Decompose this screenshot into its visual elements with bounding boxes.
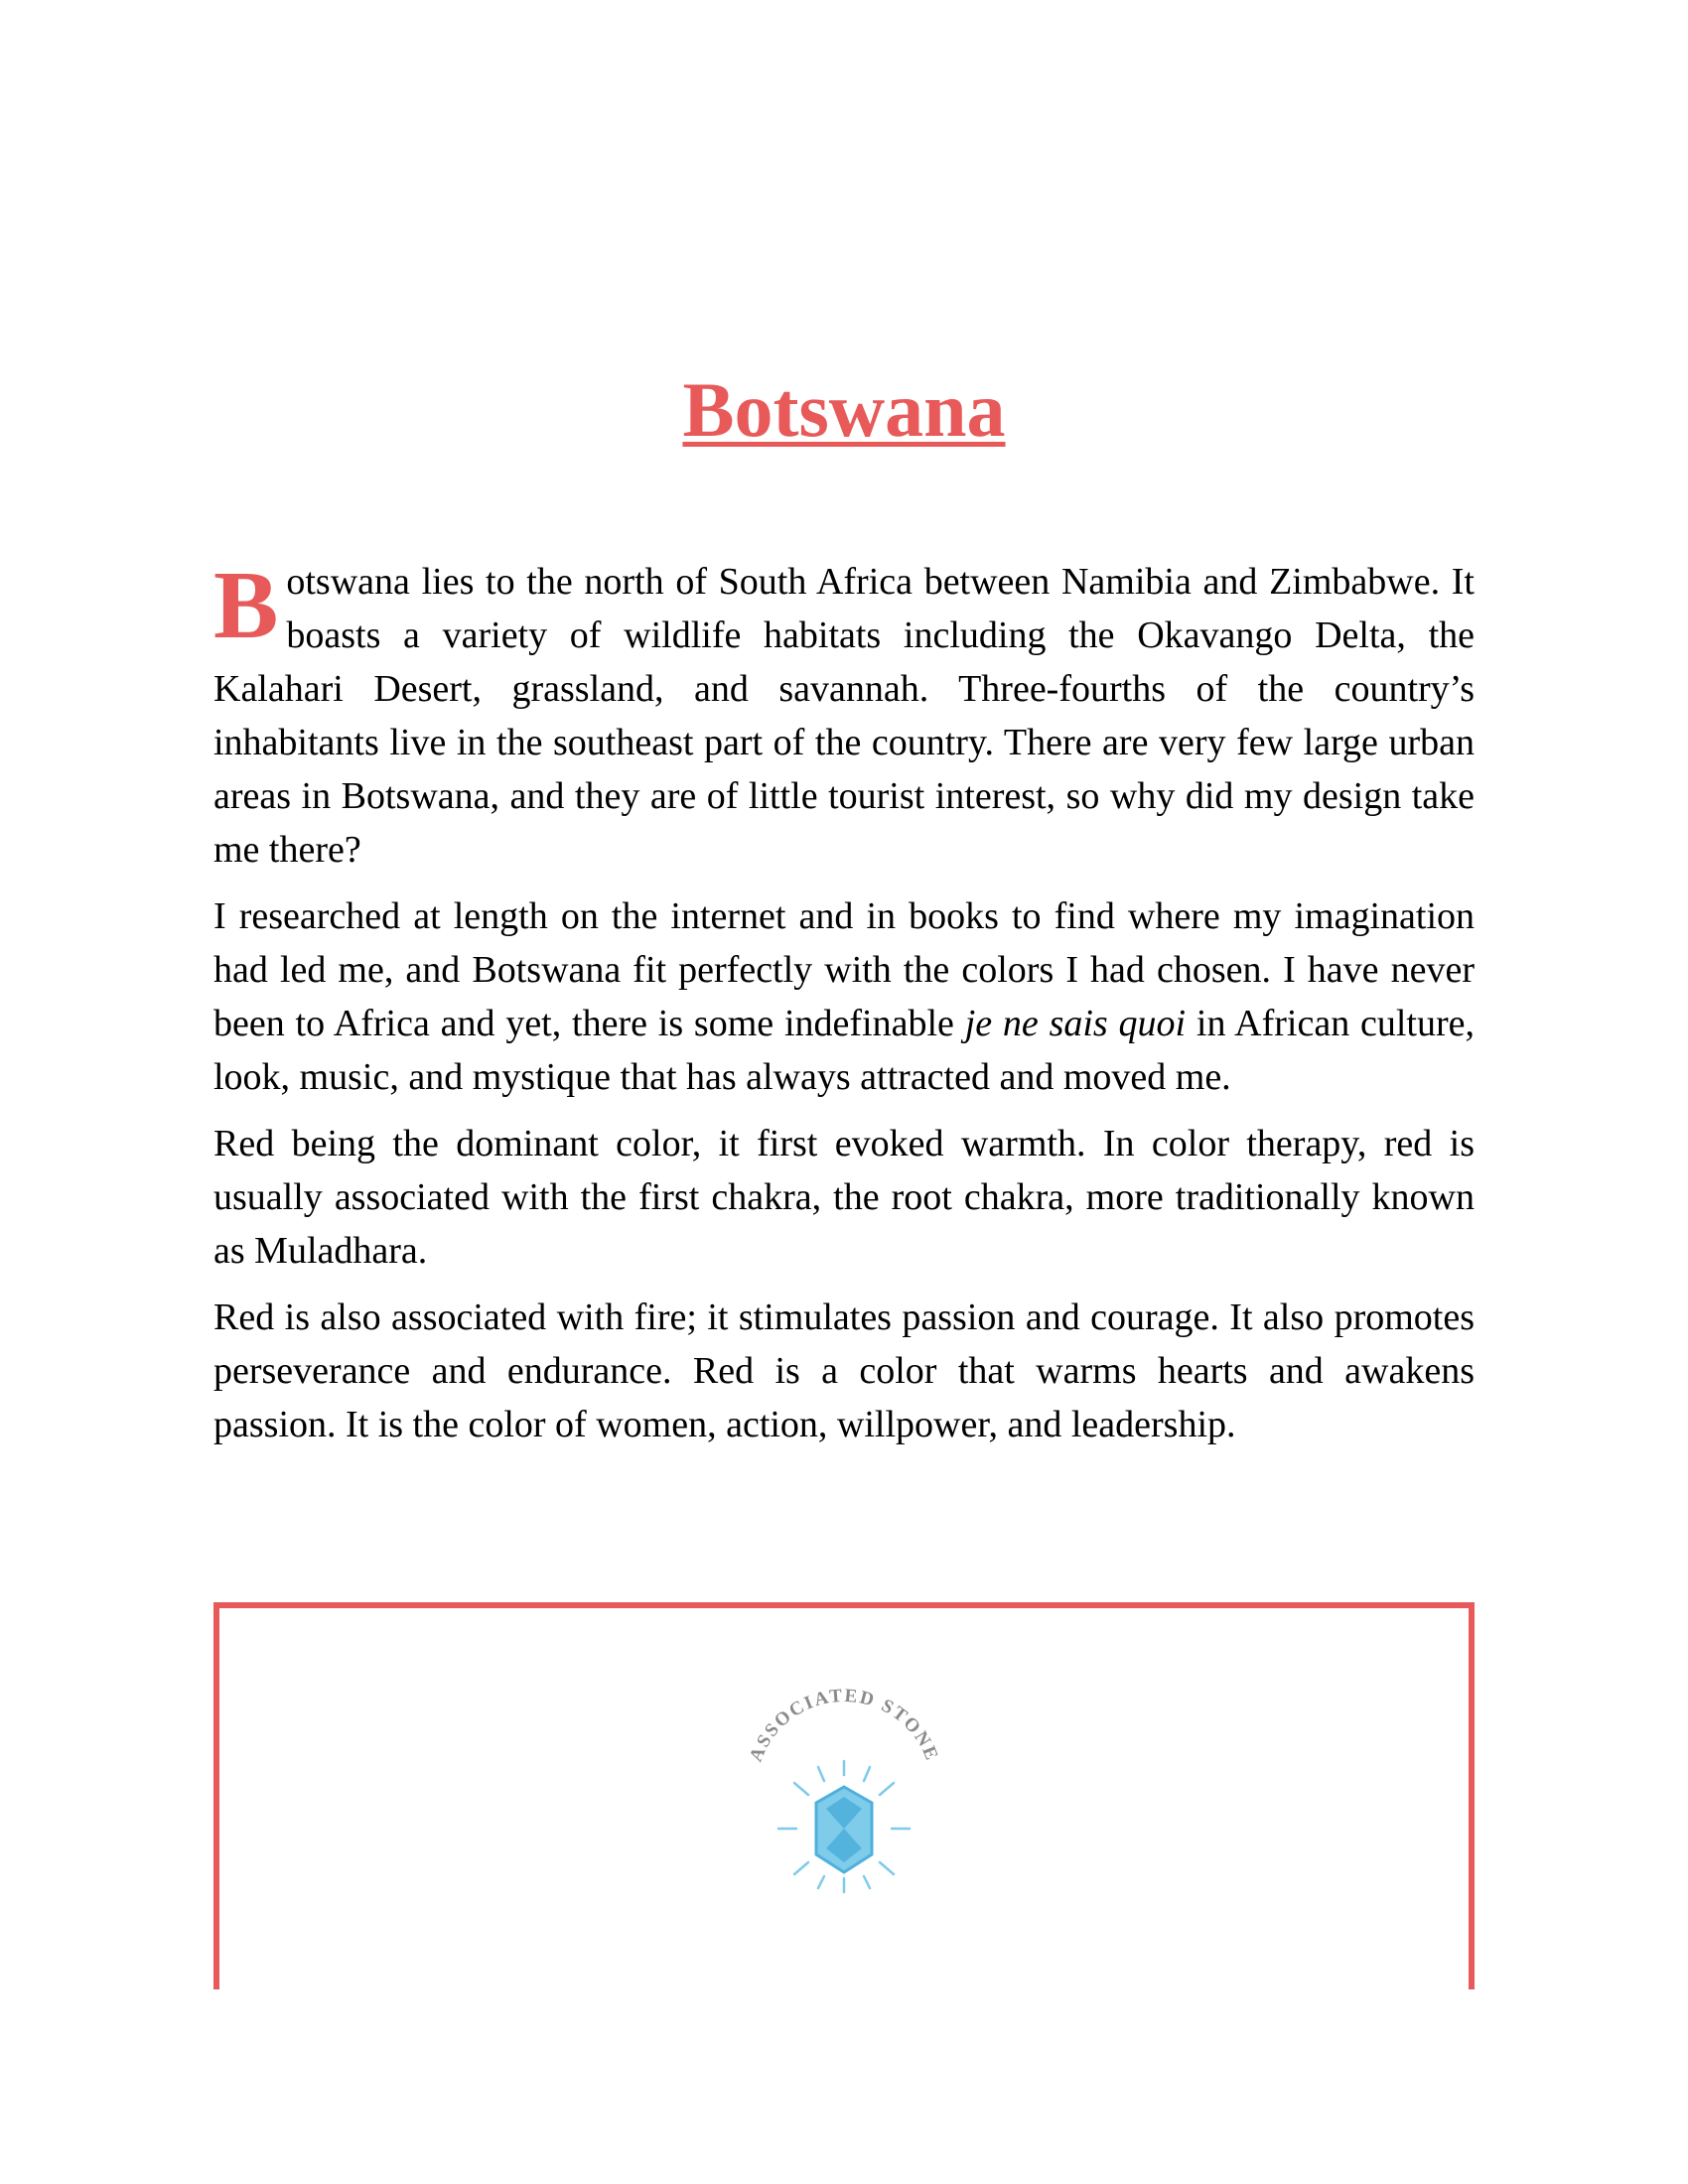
paragraph-2-text-end: in African culture, look, music, and mystique that has always attracted and moved me. xyxy=(213,1003,1476,1098)
italic-phrase: je ne sais quoi xyxy=(964,1003,1187,1044)
paragraph-1 xyxy=(213,552,1475,877)
drop-cap: B xyxy=(213,552,279,659)
paragraph-2-text-start: I researched at length on the internet and in books to find where my imagination had led me, and Botswana fit perfectly with the colors I had chosen. I have never been to Africa and yet, there is some indefinable xyxy=(213,895,1475,1044)
associated-stone-logo xyxy=(735,1678,953,1896)
paragraph-4: Red is also associated with fire; it stimulates passion and courage. It also promotes perseverance and endurance. Red is a color that warms hearts and awakens passion. It is the color of women, action, willpower, and leadership. xyxy=(213,1297,1475,1445)
crystal-icon xyxy=(778,1761,910,1892)
page-title: Botswana xyxy=(682,366,1006,453)
paragraph-3: Red being the dominant color, it first evoked warmth. In color therapy, red is usually associated with the first chakra, the root chakra, more traditionally known as Muladhara. xyxy=(213,1123,1475,1272)
paragraph-2 xyxy=(213,889,1475,1104)
body-text xyxy=(213,552,1476,1464)
logo-text: ASSOCIATED STONE xyxy=(745,1685,943,1765)
paragraph-1-text: otswana lies to the north of South Africa between Namibia and Zimbabwe. It boasts a variety of wildlife habitats including the Okavango Delta, the Kalahari Desert, grassland, and savannah. Three-fourths of the country’s inhabitants live in the southeast part of the country. There are very few large urban areas in Botswana, and they are of little tourist interest, so why did my design take me there? xyxy=(213,561,1475,871)
